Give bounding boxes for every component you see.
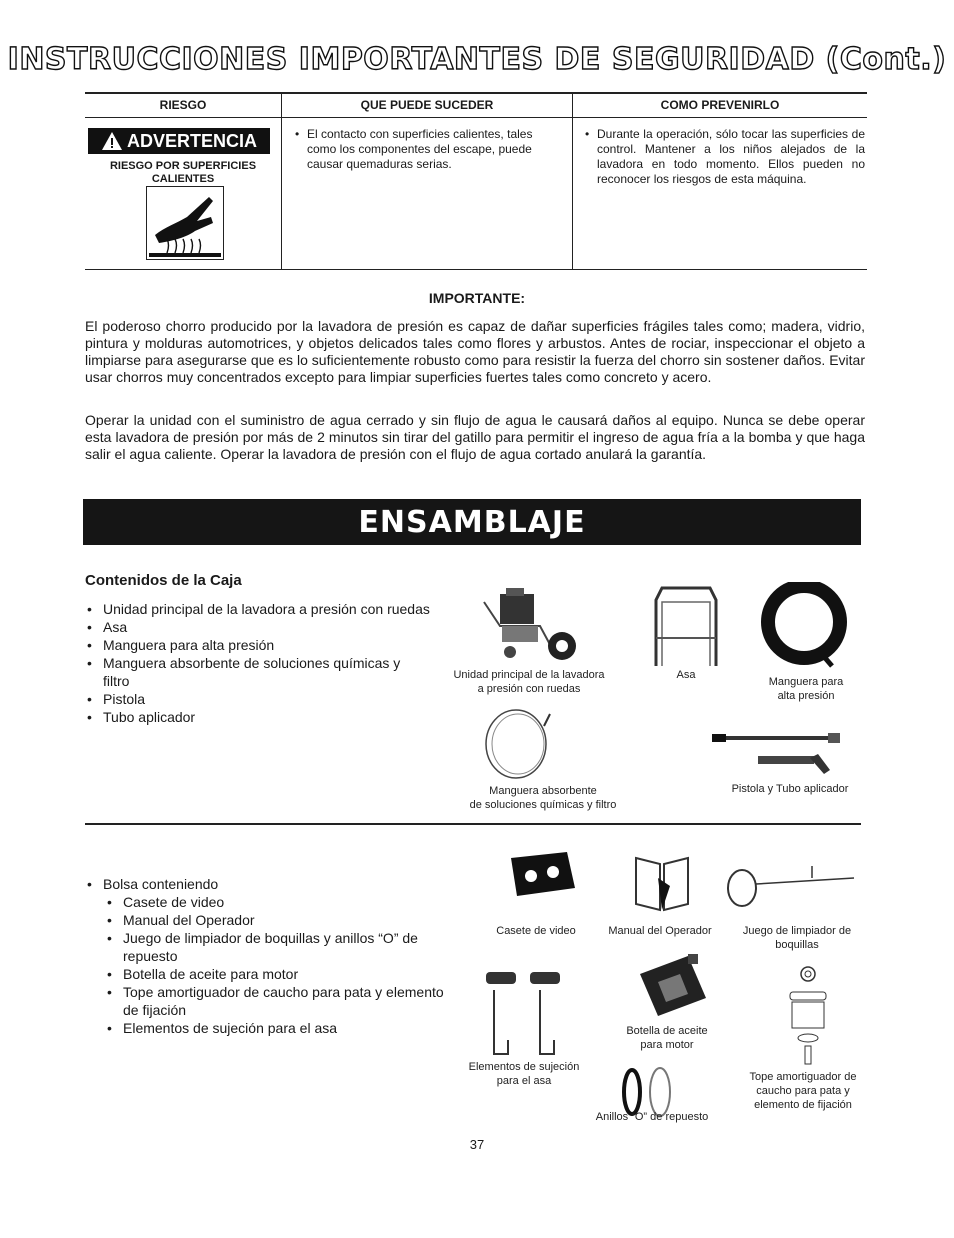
oil-caption bbox=[612, 1024, 722, 1052]
gun-wand-image bbox=[710, 726, 860, 776]
chemical-hose-caption-2: de soluciones químicas y filtro bbox=[469, 799, 617, 811]
chemical-hose-image bbox=[478, 706, 562, 782]
pressure-washer-image bbox=[470, 582, 580, 670]
video-caption: Casete de video bbox=[496, 925, 576, 937]
list-item: • Botella de aceite para motor bbox=[85, 965, 465, 983]
oil-bottle-image bbox=[630, 952, 712, 1020]
col-como-header: COMO PREVENIRLO bbox=[660, 98, 780, 112]
warning-label: ADVERTENCIA bbox=[126, 130, 257, 151]
bumper-caption-1: Tope amortiguador de bbox=[749, 1071, 857, 1083]
table-divider-1 bbox=[281, 94, 282, 269]
bumper-caption-3: elemento de fijación bbox=[754, 1099, 852, 1111]
list-item: • Tubo aplicador bbox=[85, 708, 465, 726]
hose-caption-1: Manguera para bbox=[768, 676, 844, 688]
handle-fasteners-image bbox=[474, 966, 584, 1062]
importante-heading: IMPORTANTE: bbox=[428, 290, 526, 306]
unit-caption bbox=[432, 668, 626, 696]
list-item: • Juego de limpiador de boquillas y anillos “O” de repuesto bbox=[85, 929, 453, 965]
o-rings-caption: Anillos “O” de repuesto bbox=[595, 1111, 709, 1123]
handle-caption: Asa bbox=[676, 669, 696, 681]
como-prevenirlo-text bbox=[597, 127, 865, 187]
bag-list bbox=[85, 875, 465, 1037]
hot-surface-icon bbox=[146, 186, 224, 260]
table-divider-2 bbox=[572, 94, 573, 269]
warning-triangle-icon bbox=[101, 131, 123, 151]
como-text: Durante la operación, sólo tocar las superficies de control. Mantener a los niños alejados de la lavadora en todo momento. Ellos pueden no reconocer los riesgos de esta máquina. bbox=[597, 127, 865, 186]
oil-caption-2: para motor bbox=[640, 1039, 694, 1051]
table-bottom-rule bbox=[85, 269, 867, 270]
page-title: INSTRUCCIONES IMPORTANTES DE SEGURIDAD (Cont.) bbox=[7, 42, 947, 77]
page-number: 37 bbox=[469, 1137, 485, 1152]
fasteners-caption-1: Elementos de sujeción bbox=[468, 1061, 580, 1073]
list-item: • Asa bbox=[85, 618, 465, 636]
hazard-name bbox=[85, 160, 281, 186]
table-top-rule bbox=[85, 92, 867, 94]
oil-caption-1: Botella de aceite bbox=[626, 1025, 708, 1037]
cleaner-caption-2: boquillas bbox=[775, 939, 819, 951]
ensamblaje-title: ENSAMBLAJE bbox=[358, 504, 586, 540]
bumper-caption bbox=[732, 1070, 874, 1112]
table-header-rule bbox=[85, 117, 867, 118]
cleaner-caption bbox=[730, 924, 864, 952]
list-item: • Pistola bbox=[85, 690, 465, 708]
chemical-hose-caption-1: Manguera absorbente bbox=[489, 785, 597, 797]
col-que-header: QUE PUEDE SUCEDER bbox=[360, 98, 494, 112]
list-item: • Manguera absorbente de soluciones químicas y filtro bbox=[85, 654, 423, 690]
video-cassette-image bbox=[505, 850, 577, 900]
high-pressure-hose-image bbox=[760, 582, 852, 670]
ensamblaje-banner bbox=[83, 499, 861, 545]
warning-badge bbox=[88, 128, 270, 154]
hose-caption bbox=[748, 675, 864, 703]
gun-caption: Pistola y Tubo aplicador bbox=[731, 783, 849, 795]
hazard-line-2: CALIENTES bbox=[151, 173, 215, 185]
list-item: • Manguera para alta presión bbox=[85, 636, 465, 654]
list-item: • Manual del Operador bbox=[85, 911, 465, 929]
col-riesgo-header: RIESGO bbox=[159, 98, 207, 112]
list-item: • Casete de video bbox=[85, 893, 465, 911]
que-puede-suceder-text bbox=[307, 127, 562, 172]
rubber-bumper-image bbox=[784, 964, 832, 1068]
manual-image bbox=[630, 852, 694, 912]
section-divider bbox=[85, 823, 861, 825]
unit-caption-1: Unidad principal de la lavadora bbox=[453, 669, 605, 681]
contents-list bbox=[85, 600, 465, 726]
list-item: • Elementos de sujeción para el asa bbox=[85, 1019, 465, 1037]
list-item: • Bolsa conteniendo bbox=[85, 875, 465, 893]
fasteners-caption-2: para el asa bbox=[496, 1075, 552, 1087]
list-item: • Tope amortiguador de caucho para pata y elemento de fijación bbox=[85, 983, 453, 1019]
cleaner-caption-1: Juego de limpiador de bbox=[742, 925, 852, 937]
contents-title: Contenidos de la Caja bbox=[85, 572, 242, 589]
importante-paragraph-2: Operar la unidad con el suministro de agua cerrado y sin flujo de agua le causará daños al equipo. Nunca se debe operar esta lavadora de presión por más de 2 minutos sin tirar del gatillo para permitir el ingreso de agua fría a la bomba y que haga salir el agua caliente. Operar la lavadora de presión con el flujo de agua cortado anulará la garantía. bbox=[85, 412, 865, 462]
importante-paragraph-1: El poderoso chorro producido por la lavadora de presión es capaz de dañar superficies frágiles tales como; madera, vidrio, pintura y molduras automotrices, y objetos delicados tales como flores y arbustos. Antes de rociar, inspeccionar el objeto a limpiarse para asegurarse que es lo suficientemente robusto como para resistir la fuerza del chorro sin sostener daños. Evitar usar chorros muy concentrados excepto para limpiar superficies fuertes tales como concreto y acero. bbox=[85, 318, 865, 385]
manual-caption: Manual del Operador bbox=[608, 925, 712, 937]
fasteners-caption bbox=[462, 1060, 586, 1088]
chemical-hose-caption bbox=[440, 784, 646, 812]
que-text: El contacto con superficies calientes, tales como los componentes del escape, puede causar quemaduras serias. bbox=[307, 127, 533, 171]
nozzle-cleaner-image bbox=[722, 862, 858, 910]
unit-caption-2: a presión con ruedas bbox=[477, 683, 581, 695]
bumper-caption-2: caucho para pata y bbox=[756, 1085, 850, 1097]
handle-image bbox=[648, 582, 724, 668]
hose-caption-2: alta presión bbox=[777, 690, 835, 702]
list-item: • Unidad principal de la lavadora a presión con ruedas bbox=[85, 600, 465, 618]
hazard-line-1: RIESGO POR SUPERFICIES bbox=[109, 160, 257, 172]
